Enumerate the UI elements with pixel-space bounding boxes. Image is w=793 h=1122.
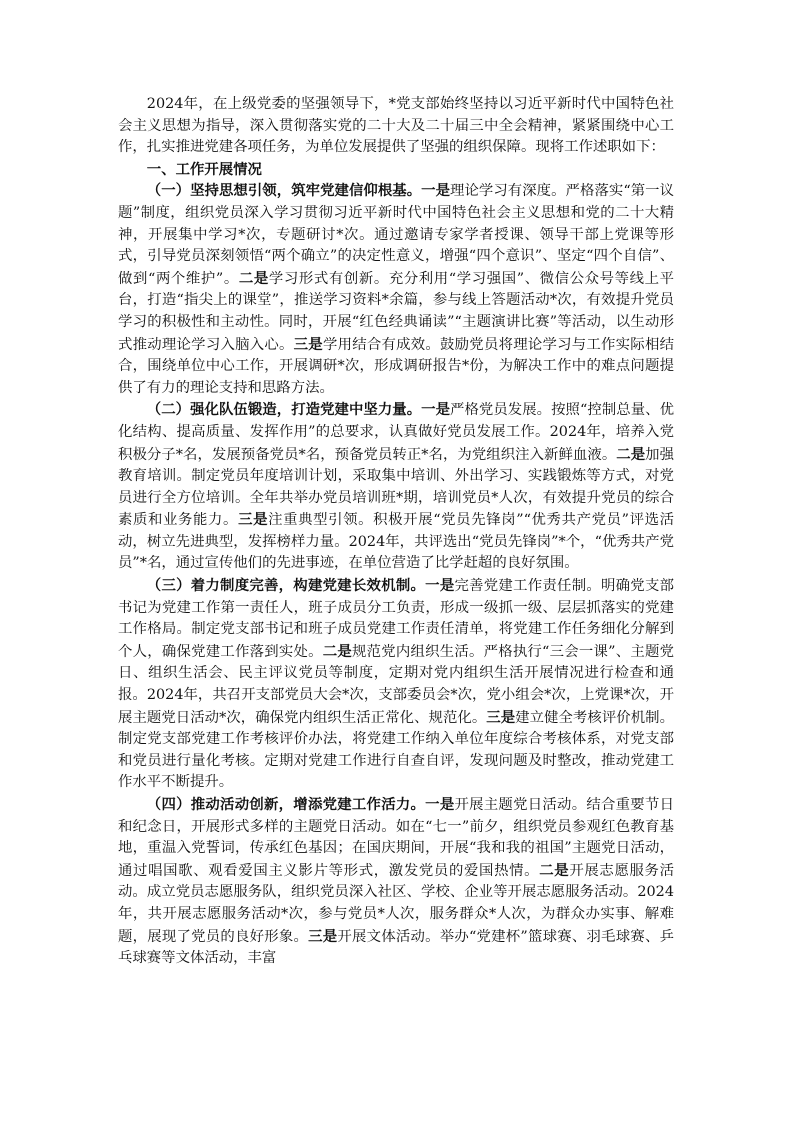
- point-lead: 三是: [486, 708, 516, 726]
- point-lead: 一是: [425, 796, 455, 813]
- point-lead: 一是: [421, 401, 451, 419]
- point-text: 开展主题党日活动。结合重要节日和纪念日，开展形式多样的主题党日活动。如在“七一”前夕，组织党员参观红色教育基地，重温入党誓词，传承红色基因；在国庆期间，开展“我和我的祖国”主题党日活动，通过唱国歌、观看爱国主义影片等形式，激发党员的爱国热情。: [118, 797, 674, 879]
- section-heading: 一、工作开展情况: [146, 160, 262, 178]
- section-title: （一）坚持思想引领，筑牢党建信仰根基。: [146, 182, 422, 200]
- section-title: （三）着力制度完善，构建党建长效机制。: [146, 577, 426, 595]
- intro-paragraph: 2024年，在上级党委的坚强领导下，*党支部始终坚持以习近平新时代中国特色社会主义思想为指导，深入贯彻落实党的二十大及二十届三中全会精神，紧紧围绕中心工作，扎实推进党建各项任务，为单位发展提供了坚强的组织保障。现将工作述职如下：: [118, 96, 674, 156]
- document-page: [118, 94, 674, 970]
- point-text: 建立健全考核评价机制。制定党支部党建工作考核评价办法，将党建工作纳入单位年度综合考核体系，对党支部和党员进行量化考核。定期对党建工作进行自查自评，发现问题及时整改，推动党建工作水平不断提升。: [118, 709, 674, 791]
- point-lead: 三是: [238, 511, 269, 529]
- point-lead: 二是: [539, 861, 570, 879]
- section-title: （四）推动活动创新，增添党建工作活力。: [146, 796, 426, 813]
- point-text: 理论学习有深度。严格落实“第一议题”制度，组织党员深入学习贯彻习近平新时代中国特色社会主义思想和党的二十大精神，开展集中学习*次，专题研讨*次。通过邀请专家学者授课、领导干部上党课等形式，引导党员深刻领悟“两个确立”的决定性意义，增强“四个意识”、坚定“四个自信”、做到“两个维护”。: [118, 183, 674, 287]
- section-paragraph-1: [118, 180, 674, 399]
- section-paragraph-3: [118, 575, 674, 794]
- point-lead: 二是: [322, 642, 352, 660]
- section-paragraph-2: [118, 399, 674, 575]
- section-paragraph-4: [118, 794, 674, 970]
- point-text: 开展志愿服务活动。成立党员志愿服务队，组织党员深入社区、学校、企业等开展志愿服务活动。2024年，共开展志愿服务活动*次，参与党员*人次，服务群众*人次，为群众办实事、解难题，展现了党员的良好形象。: [118, 862, 674, 945]
- point-text: 规范党内组织生活。严格执行“三会一课”、主题党日、组织生活会、民主评议党员等制度，定期对党内组织生活开展情况进行检查和通报。2024年，共召开支部党员大会*次，支部委员会*次，党小组会*次，上党课*次，开展主题党日活动*次，确保党内组织生活正常化、规范化。: [118, 643, 674, 726]
- point-text: 加强教育培训。制定党员年度培训计划，采取集中培训、外出学习、实践锻炼等方式，对党员进行全方位培训。全年共举办党员培训班*期，培训党员*人次，有效提升党员的综合素质和业务能力。: [118, 446, 674, 529]
- point-text: 注重典型引领。积极开展“党员先锋岗”“优秀共产党员”评选活动，树立先进典型，发挥榜样力量。2024年，共评选出“党员先锋岗”*个，“优秀共产党员”*名，通过宣传他们的先进事迹，在单位营造了比学赶超的良好氛围。: [118, 512, 674, 572]
- point-lead: 一是: [425, 577, 455, 595]
- point-lead: 三是: [308, 927, 338, 945]
- point-lead: 三是: [293, 335, 323, 353]
- point-lead: 二是: [616, 445, 646, 463]
- point-text: 开展文体活动。举办“党建杯”篮球赛、羽毛球赛、乒乓球赛等文体活动，丰富: [118, 928, 674, 967]
- point-text: 严格党员发展。按照“控制总量、优化结构、提高质量、发挥作用”的总要求，认真做好党员发展工作。2024年，培养入党积极分子*名，发展预备党员*名，预备党员转正*名，为党组织注入新鲜血液。: [118, 402, 674, 463]
- point-lead: 二是: [238, 269, 269, 287]
- point-text: 学习形式有创新。充分利用“学习强国”、微信公众号等线上平台，打造“指尖上的课堂”，推送学习资料*余篇，参与线上答题活动*次，有效提升党员学习的积极性和主动性。同时，开展“红色经典诵读”“主题演讲比赛”等活动，以生动形式推动理论学习入脑入心。: [118, 270, 675, 353]
- section-title: （二）强化队伍锻造，打造党建中坚力量。: [146, 401, 422, 419]
- point-text: 学用结合有成效。鼓励党员将理论学习与工作实际相结合，围绕单位中心工作，开展调研*次，形成调研报告*份，为解决工作中的难点问题提供了有力的理论支持和思路方法。: [118, 336, 674, 396]
- point-lead: 一是: [421, 182, 451, 200]
- point-text: 完善党建工作责任制。明确党支部书记为党建工作第一责任人，班子成员分工负责，形成一级抓一级、层层抓落实的党建工作格局。制定党支部书记和班子成员党建工作责任清单，将党建工作任务细化分解到个人，确保党建工作落到实处。: [118, 578, 674, 660]
